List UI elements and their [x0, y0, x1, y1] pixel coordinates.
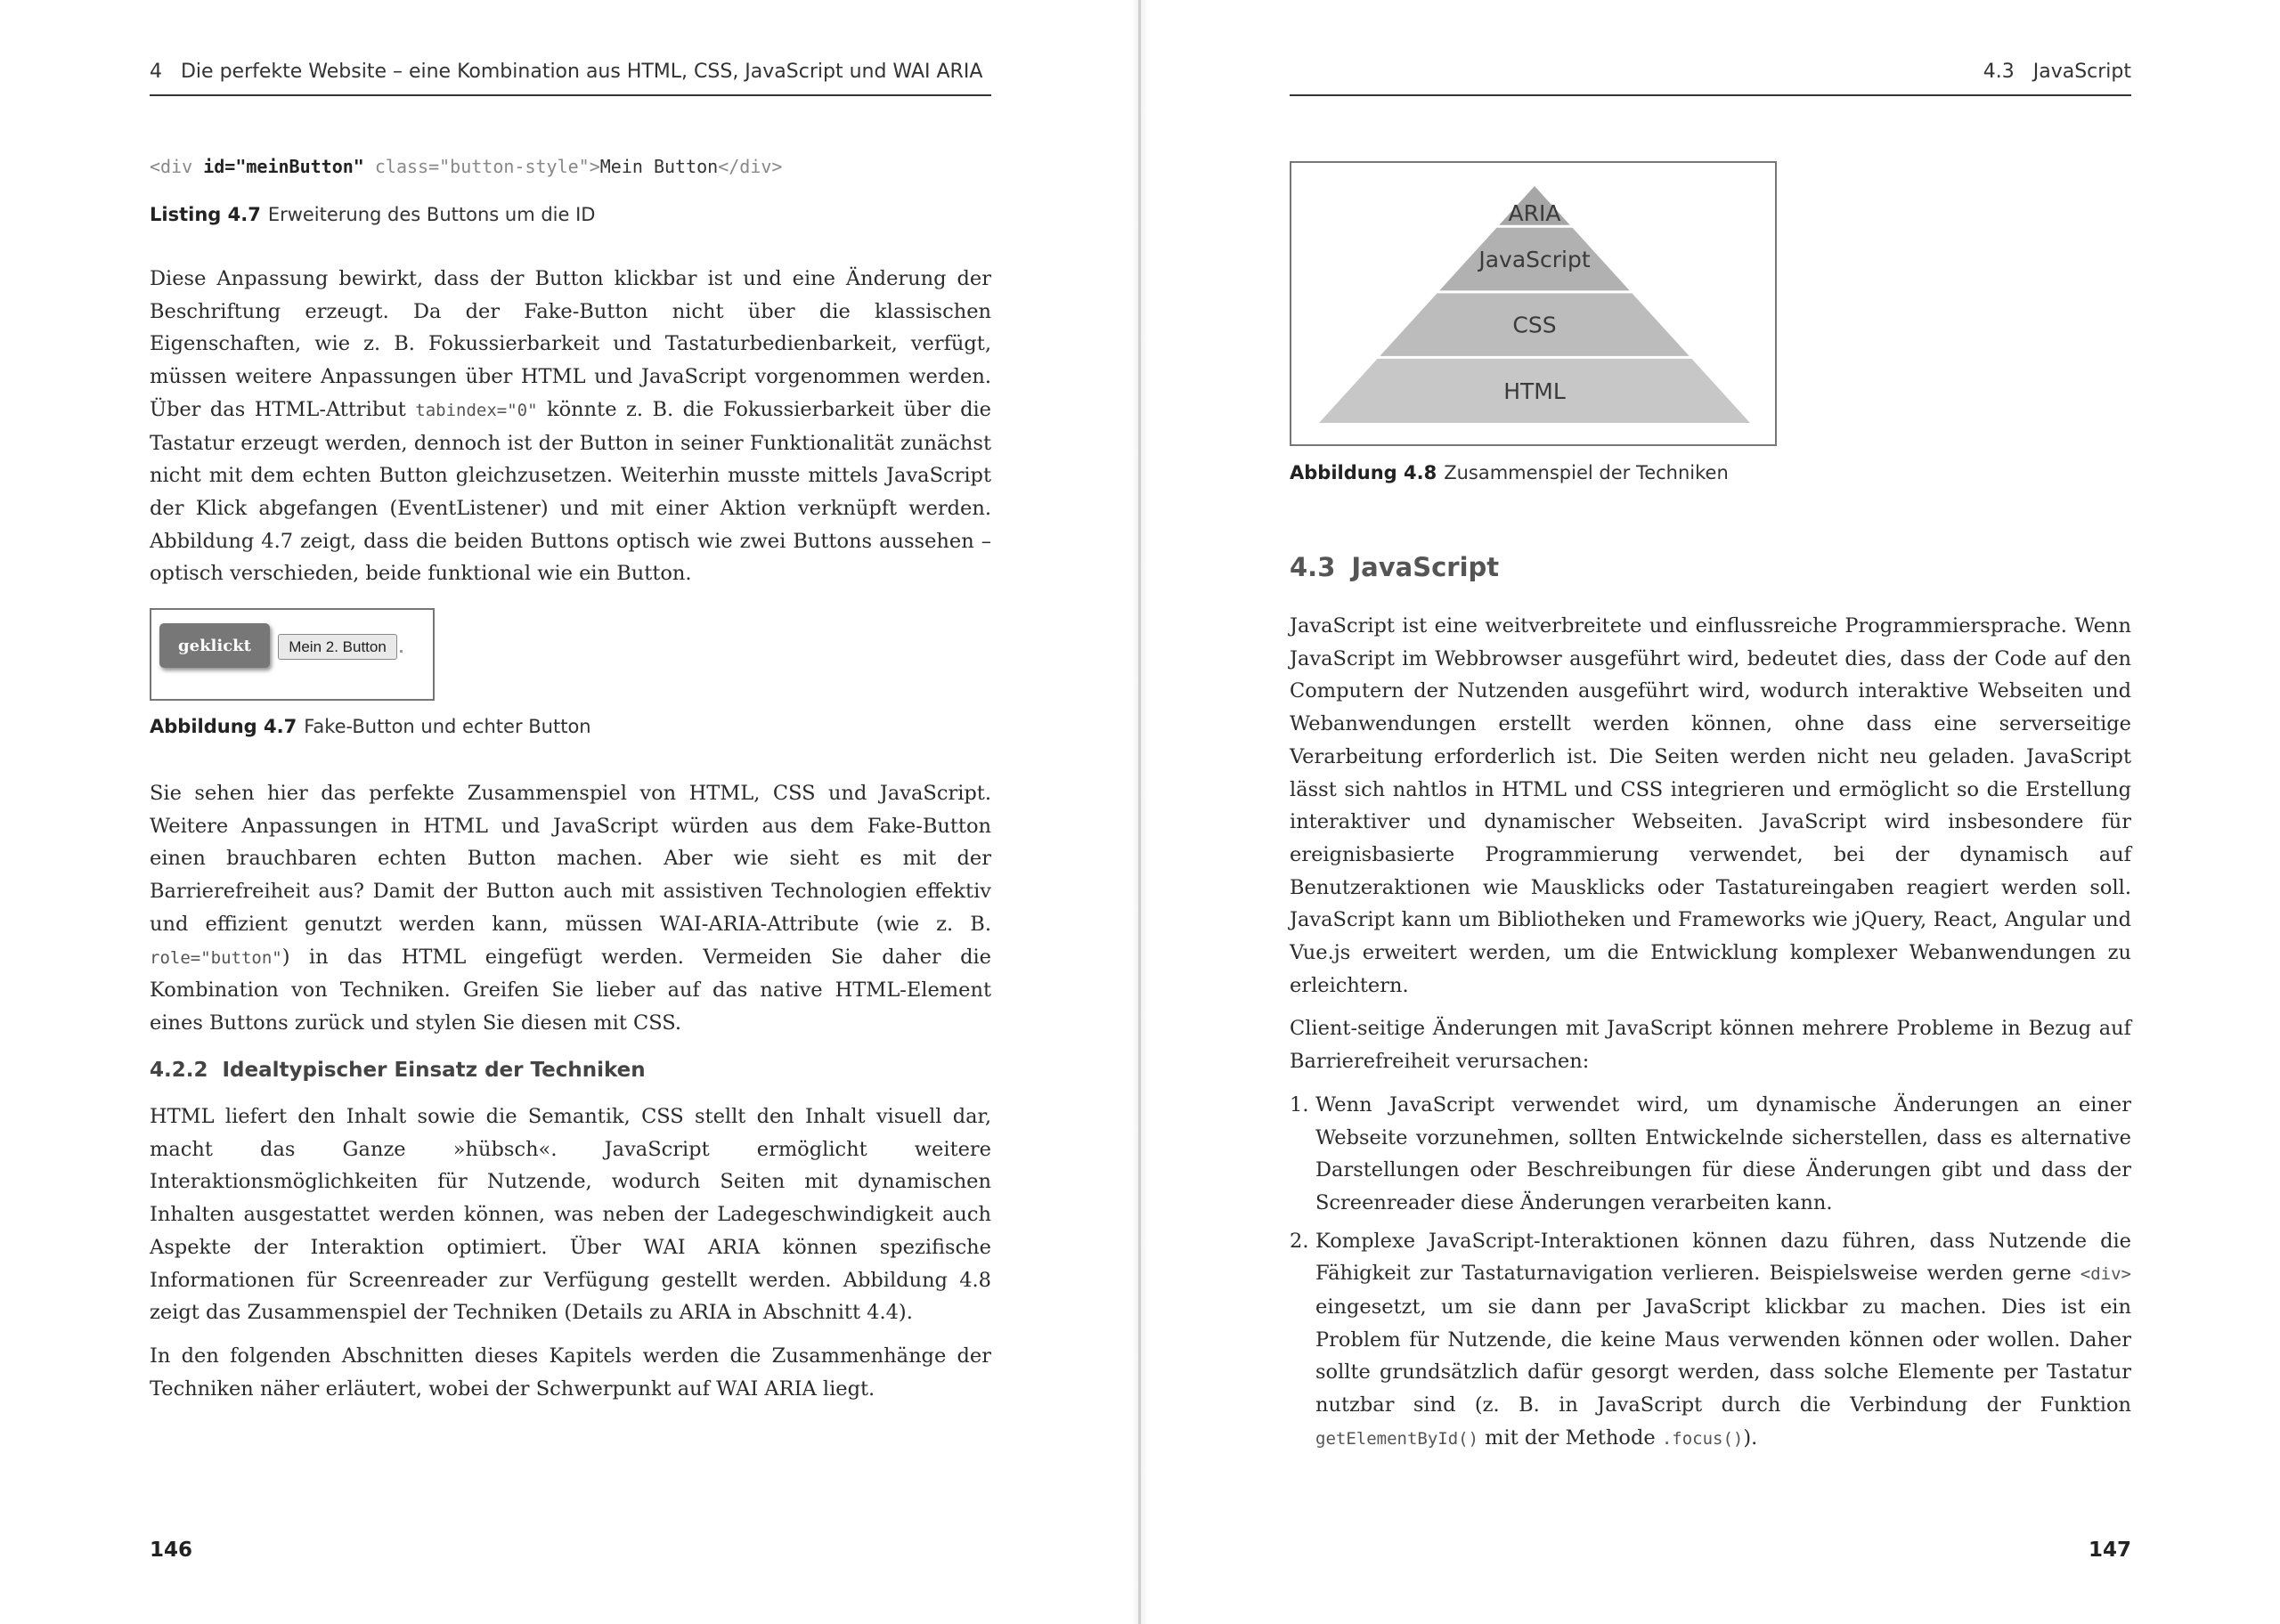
list-item: [1290, 1225, 2131, 1456]
list-item-text-d: ).: [1743, 1425, 1758, 1449]
chapter-number: 4: [150, 61, 162, 83]
para1-text-b: könnte z. B. die Fokussierbarkeit über die Tastatur erzeugt werden, dennoch ist der Button in seiner Funktionalität zunächst nicht mit dem echten Button gleichzusetzen. Weiterhin musste mittels JavaScript der Klick abgefangen (EventListener) und mit einer Aktion verknüpft werden. Abbildung 4.7 zeigt, dass die beiden Buttons optisch wie zwei Buttons aussehen – optisch verschieden, beide funktional wie ein Button.: [150, 397, 991, 586]
paragraph-1: [150, 263, 991, 590]
right-body: [1290, 610, 2131, 1461]
pyramid-label-html: HTML: [1503, 378, 1566, 404]
pyramid-label-javascript: JavaScript: [1478, 247, 1591, 273]
book-gutter: [1138, 0, 1141, 1624]
figure-47-caption: [150, 716, 591, 737]
pyramid-diagram: [1291, 163, 1779, 448]
inline-code-role: role="button": [150, 947, 282, 968]
right-page: [1290, 0, 2131, 1624]
issues-list: [1290, 1089, 2131, 1456]
running-head-right: [1290, 61, 2131, 96]
code-close-tag: </div>: [718, 156, 783, 177]
code-listing: [150, 156, 782, 177]
listing-caption: [150, 204, 595, 225]
section-number: 4.3: [1290, 552, 1336, 582]
pyramid-label-aria: ARIA: [1508, 199, 1561, 226]
listing-caption-label: Listing 4.7: [150, 204, 261, 225]
list-item-text: Wenn JavaScript verwendet wird, um dynamische Änderungen an einer Webseite vorzunehmen, sollten Entwickelnde sicherstellen, dass es alternative Darstellungen oder Beschreibungen für diese Änderungen gibt und dass der Screenreader diese Änderungen verarbeiten kann.: [1315, 1092, 2131, 1214]
para2-text-b: ) in das HTML eingefügt werden. Vermeiden Sie daher die Kombination von Techniken. Greifen Sie lieber auf das native HTML-Element eines Buttons zurück und stylen Sie diesen mit CSS.: [150, 945, 991, 1035]
running-head-left: [150, 61, 991, 96]
fake-button: geklickt: [159, 623, 270, 668]
inline-code-getelementbyid: getElementById(): [1315, 1428, 1479, 1449]
section-title: JavaScript: [1351, 552, 1500, 582]
figure-48-caption-text: Zusammenspiel der Techniken: [1444, 462, 1729, 483]
section-heading: [1290, 552, 1499, 582]
figure-47-caption-label: Abbildung 4.7: [150, 716, 297, 737]
code-content: Mein Button: [599, 156, 719, 177]
pyramid-label-css: CSS: [1512, 312, 1557, 338]
list-item: [1290, 1089, 2131, 1220]
figure-48-caption: [1290, 462, 1729, 483]
list-marker: 1.: [1290, 1092, 1309, 1116]
right-para2: Client-seitige Änderungen mit JavaScript können mehrere Probleme in Bezug auf Barrierefreiheit verursachen:: [1290, 1017, 2131, 1074]
right-para1: JavaScript ist eine weitverbreitete und einflussreiche Programmiersprache. Wenn JavaScript im Webbrowser ausgeführt wird, bedeutet dies, dass der Code auf den Computern der Nutzenden ausgeführt wird, wodurch interaktive Webseiten und Webanwendungen erstellt werden können, ohne dass eine serverseitige Verarbeitung erforderlich ist. Die Seiten werden nicht neu geladen. JavaScript lässt sich nahtlos in HTML und CSS integrieren und ermöglicht so die Erstellung interaktiver und dynamischer Webseiten. JavaScript wird insbesondere für ereignisbasierte Programmierung verwendet, bei der dynamisch auf Benutzeraktionen wie Mausklicks oder Tastatureingaben reagiert werden soll. JavaScript kann um Bibliotheken und Frameworks wie jQuery, React, Angular und Vue.js erweitert werden, um die Entwicklung komplexer Webanwendungen zu erleichtern.: [1290, 614, 2131, 997]
code-id-attr: id="meinButton": [203, 156, 364, 177]
subsection-heading: [150, 1059, 646, 1082]
list-item-text-a: Komplexe JavaScript-Interaktionen können dazu führen, dass Nutzende die Fähigkeit zur Tastaturnavigation verlieren. Beispielsweise werden gerne: [1315, 1229, 2131, 1286]
paragraph-3: [150, 1100, 991, 1405]
page-number-left: 146: [150, 1539, 193, 1562]
page-number-right: 147: [2088, 1539, 2131, 1562]
listing-caption-text: Erweiterung des Buttons um die ID: [267, 204, 596, 225]
running-head-chapter: [150, 61, 982, 83]
section-title-head: JavaScript: [2032, 61, 2131, 83]
chapter-title: Die perfekte Website – eine Kombination aus HTML, CSS, JavaScript und WAI ARIA: [180, 61, 983, 83]
left-page: [150, 0, 991, 1624]
code-class-attr: class="button-style">: [363, 156, 600, 177]
list-item-text-b: eingesetzt, um sie dann per JavaScript klickbar zu machen. Dies ist ein Problem für Nutzende, die keine Maus verwenden können oder wollen. Daher sollte grundsätzlich dafür gesorgt werden, dass solche Elemente per Tastatur nutzbar sind (z. B. in JavaScript durch die Verbindung der Funktion: [1315, 1295, 2131, 1417]
inline-code-div: <div>: [2080, 1264, 2131, 1285]
inline-code-tabindex: tabindex="0": [415, 400, 538, 420]
running-head-section: [1983, 61, 2131, 83]
figure-fake-button: [150, 608, 435, 701]
para2-text-a: Sie sehen hier das perfekte Zusammenspiel von HTML, CSS und JavaScript. Weitere Anpassungen in HTML und JavaScript würden aus dem Fake-Button einen brauchbaren echten Button machen. Aber wie sieht es mit der Barrierefreiheit aus? Damit der Button auch mit assistiven Technologien effektiv und effizient genutzt werden kann, müssen WAI-ARIA-Attribute (wie z. B.: [150, 782, 991, 936]
focus-dot: [400, 650, 403, 653]
para3-text: HTML liefert den Inhalt sowie die Semantik, CSS stellt den Inhalt visuell dar, macht das Ganze »hübsch«. JavaScript ermöglicht weitere Interaktionsmöglichkeiten für Nutzende, wodurch Seiten mit dynamischen Inhalten ausgestattet werden können, was neben der Ladegeschwindigkeit auch Aspekte der Interaktion optimiert. Über WAI ARIA können spezifische Informationen für Screenreader zur Verfügung gestellt werden. Abbildung 4.8 zeigt das Zusammenspiel der Techniken (Details zu ARIA in Abschnitt 4.4).: [150, 1105, 991, 1325]
code-open-tag: <div: [150, 156, 204, 177]
para1-text-a: Diese Anpassung bewirkt, dass der Button klickbar ist und eine Änderung der Beschriftung erzeugt. Da der Fake-Button nicht über die klassischen Eigenschaften, wie z. B. Fokussierbarkeit und Tastaturbedienbarkeit, verfügt, müssen weitere Anpassungen über HTML und JavaScript vorgenommen werden. Über das HTML-Attribut: [150, 267, 991, 421]
real-button: Mein 2. Button: [278, 634, 397, 660]
inline-code-focus: .focus(): [1661, 1428, 1744, 1449]
figure-48-caption-label: Abbildung 4.8: [1290, 462, 1437, 483]
subsection-title: Idealtypischer Einsatz der Techniken: [222, 1059, 646, 1082]
paragraph-2: [150, 777, 991, 1040]
subsection-number: 4.2.2: [150, 1059, 208, 1082]
figure-pyramid: [1290, 161, 1777, 446]
para4-text: In den folgenden Abschnitten dieses Kapitels werden die Zusammenhänge der Techniken näher erläutert, wobei der Schwerpunkt auf WAI ARIA liegt.: [150, 1344, 991, 1401]
list-marker: 2.: [1290, 1229, 1309, 1253]
figure-47-caption-text: Fake-Button und echter Button: [304, 716, 591, 737]
section-number-head: 4.3: [1983, 61, 2015, 83]
list-item-text-c: mit der Methode: [1478, 1425, 1662, 1449]
